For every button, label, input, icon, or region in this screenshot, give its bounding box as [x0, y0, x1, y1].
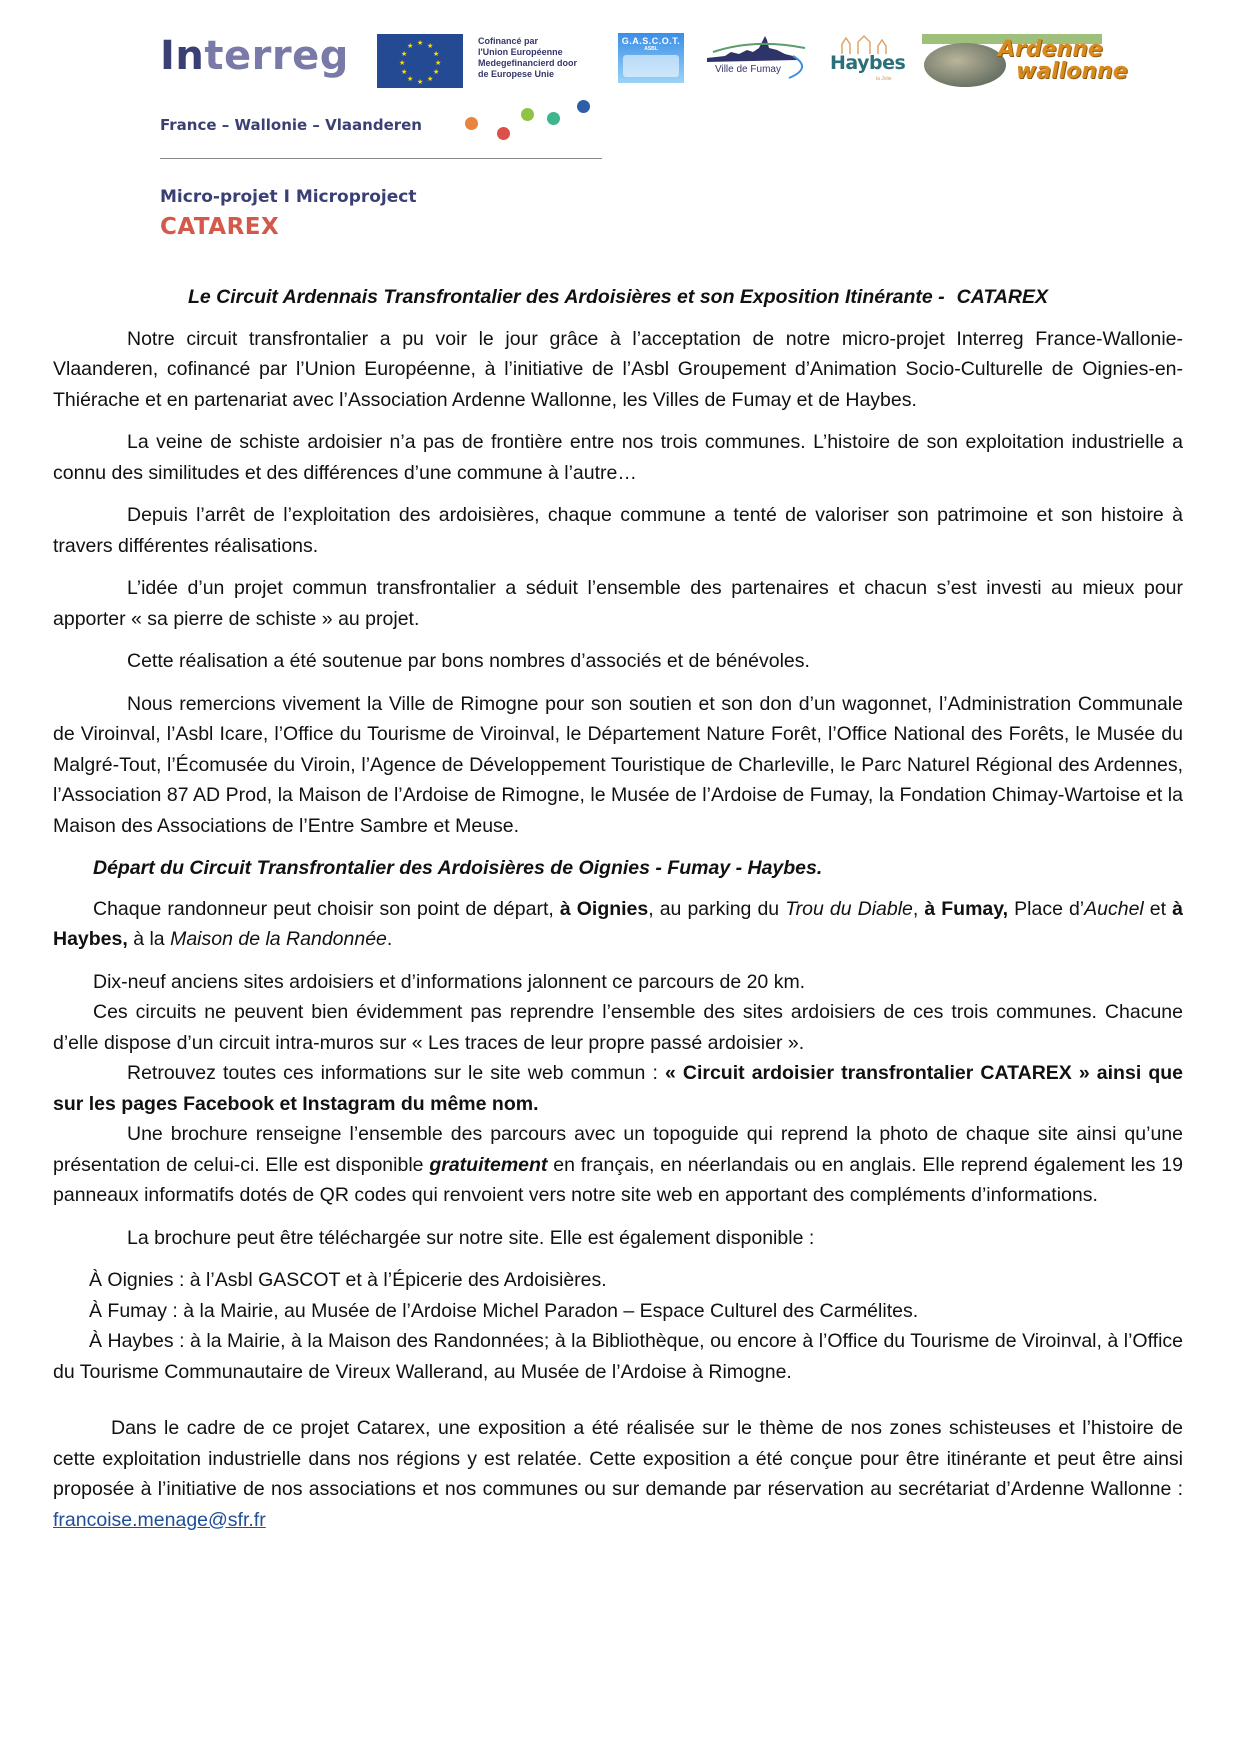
- document-body: [53, 282, 1183, 1547]
- section-title-depart: Départ du Circuit Transfrontalier des Ardoisières de Oignies - Fumay - Haybes.: [93, 857, 823, 879]
- paragraph-projet-commun: L’idée d’un projet commun transfrontalier a séduit l’ensemble des partenaires et chacun s’est investi au mieux pour apporter « sa pierre de schiste » au projet.: [53, 577, 1183, 630]
- eu-cofinance-text: [478, 36, 577, 80]
- bold-haybes: à Haybes,: [53, 897, 1183, 950]
- eu-flag-icon: ★ ★ ★ ★ ★ ★ ★ ★ ★ ★ ★ ★: [377, 34, 463, 88]
- document-title: [53, 282, 1183, 313]
- location-oignies: À Oignies : à l’Asbl GASCOT et à l’Épicerie des Ardoisières.: [89, 1269, 607, 1291]
- document-title-suffix: CATAREX: [956, 286, 1049, 308]
- gascot-logo-sub: ASBL: [644, 46, 658, 52]
- fumay-logo-label: Ville de Fumay: [715, 64, 781, 75]
- paragraph-patrimoine: Depuis l’arrêt de l’exploitation des ardoisières, chaque commune a tenté de valoriser son patrimoine et son histoire à travers différentes réalisations.: [53, 504, 1183, 557]
- italic-auchel: Auchel: [1084, 897, 1144, 920]
- text-run: en français, en néerlandais ou en anglais. Elle reprend également les 19 panneaux informatifs dotés de QR codes qui renvoient vers notre site web en apportant des compléments d’informations.: [53, 1153, 1184, 1206]
- landscape-photo-icon: [924, 43, 1006, 87]
- text-run: , au parking du: [648, 897, 786, 920]
- bold-oignies: à Oignies: [553, 897, 649, 920]
- microproject-label: Micro-projet I Microproject: [160, 187, 417, 207]
- paragraph-sites: Dix-neuf anciens sites ardoisiers et d’informations jalonnent ce parcours de 20 km.: [93, 970, 806, 993]
- text-run: Retrouvez toutes ces informations sur le site web commun :: [127, 1062, 665, 1084]
- italic-maison-randonnee: Maison de la Randonnée: [170, 928, 387, 950]
- text-run: Dans le cadre de ce projet Catarex, une exposition a été réalisée sur le thème de nos zones schisteuses et l’histoire de cette exploitation industrielle dans nos régions y est relatée. Cette exposition a été conçue pour être itinérante et peut être ainsi proposée à l’initiative de nos associations et nos communes ou sur demande par réservation au secrétariat d’Ardenne Wallonne :: [53, 1417, 1183, 1500]
- project-name-logo: CATAREX: [160, 214, 280, 240]
- ardenne-wallonne-logo: [920, 33, 1140, 91]
- gascot-logo-title: G.A.S.C.O.T.: [621, 36, 681, 46]
- interreg-logo-part2: terreg: [204, 33, 349, 79]
- text-run: Une brochure renseigne l’ensemble des parcours avec un topoguide qui reprend la photo de chaque site ainsi qu’une présentation de celui-ci. Elle est disponible: [53, 1123, 1183, 1176]
- paragraph-intro: Notre circuit transfrontalier a pu voir le jour grâce à l’acceptation de notre micro-projet Interreg France-Wallonie-Vlaanderen, cofinancé par l’Union Européenne, à l’initiative de l’Asbl Groupement d’Animation Socio-Culturelle de Oignies-en-Thiérache et en partenariat avec l’Association Ardenne Wallonne, les Villes de Fumay et de Haybes.: [53, 327, 1183, 411]
- text-run: ,: [912, 897, 925, 920]
- spacer: [53, 1387, 1183, 1413]
- italic-trou-du-diable: Trou du Diable: [785, 897, 913, 920]
- bold-site-web-name: « Circuit ardoisier transfrontalier CATAREX » ainsi que sur les pages Facebook et Instagram du même nom.: [53, 1062, 1183, 1115]
- bold-fumay: à Fumay,: [924, 897, 1009, 920]
- decorative-dot-red: [497, 127, 510, 140]
- text-run: à la: [127, 928, 171, 950]
- ardenne-logo-line2: wallonne: [1016, 59, 1128, 84]
- paragraph-depart: [53, 894, 1183, 955]
- email-link[interactable]: francoise.menage@sfr.fr: [53, 1508, 266, 1531]
- decorative-dot-green: [521, 108, 534, 121]
- eu-text-line: Medegefinancierd door: [478, 58, 578, 68]
- people-silhouette-icon: [623, 55, 679, 77]
- decorative-dot-teal: [547, 112, 560, 125]
- decorative-dot-blue: [577, 100, 590, 113]
- haybes-logo-sub: la Jolie: [876, 76, 892, 82]
- haybes-logo-word: Haybes: [830, 52, 906, 74]
- text-run: .: [386, 928, 393, 950]
- location-haybes: À Haybes : à la Mairie, à la Maison des Randonnées; à la Bibliothèque, ou encore à l’Office du Tourisme de Viroinval, à l’Office du Tourisme Communautaire de Vireux Wallerand, au Musée de l’Ardoise à Rimogne.: [53, 1330, 1183, 1383]
- decorative-dot-orange: [465, 117, 478, 130]
- text-run: Chaque randonneur peut choisir son point de départ,: [93, 897, 554, 920]
- text-run: et: [1143, 897, 1173, 920]
- ardenne-logo-line1: Ardenne: [998, 37, 1103, 62]
- interreg-logo-part1: In: [160, 33, 205, 79]
- ville-de-fumay-logo: [705, 34, 815, 82]
- eu-text-line: l'Union Européenne: [478, 47, 563, 57]
- region-label: France – Wallonie – Vlaanderen: [160, 116, 422, 134]
- paragraph-schiste: La veine de schiste ardoisier n’a pas de frontière entre nos trois communes. L’histoire de son exploitation industrielle a connu des similitudes et des différences d’une commune à l’autre…: [53, 431, 1183, 484]
- paragraph-remerciements: Nous remercions vivement la Ville de Rimogne pour son soutien et son don d’un wagonnet, l’Administration Communale de Viroinval, l’Asbl Icare, l’Office du Tourisme de Viroinval, le Département Nature Forêt, l’Office National des Forêts, le Musée du Malgré-Tout, l’Écomusée du Viroin, l’Agence de Développement Touristique de Charleville, le Parc Naturel Régional des Ardennes, l’Association 87 AD Prod, la Maison de l’Ardoise de Rimogne, le Musée de l’Ardoise de Fumay, la Fondation Chimay-Wartoise et la Maison des Associations de l’Entre Sambre et Meuse.: [53, 692, 1183, 837]
- text-run: Place d’: [1008, 897, 1085, 920]
- interreg-logo: [160, 33, 349, 79]
- header-divider: [160, 158, 602, 159]
- paragraph-brochure: [53, 1119, 1183, 1211]
- paragraph-exposition: [53, 1413, 1183, 1535]
- bold-italic-gratuitement: gratuitement: [429, 1153, 548, 1176]
- document-title-text: Le Circuit Ardennais Transfrontalier des Ardoisières et son Exposition Itinérante -: [187, 286, 945, 308]
- location-fumay: À Fumay : à la Mairie, au Musée de l’Ardoise Michel Paradon – Espace Culturel des Carmélites.: [89, 1299, 919, 1322]
- paragraph-circuits: Ces circuits ne peuvent bien évidemment pas reprendre l’ensemble des sites ardoisiers de ces trois communes. Chacune d’elle dispose d’un circuit intra-muros sur « Les traces de leur propre passé ardoisier ».: [53, 1001, 1183, 1054]
- paragraph-benevoles: Cette réalisation a été soutenue par bons nombres d’associés et de bénévoles.: [127, 650, 810, 672]
- eu-text-line: de Europese Unie: [478, 69, 555, 79]
- eu-text-line: Cofinancé par: [478, 36, 539, 46]
- paragraph-telechargement: La brochure peut être téléchargée sur notre site. Elle est également disponible :: [127, 1226, 815, 1249]
- gascot-logo: [618, 33, 684, 83]
- paragraph-site-web: [53, 1058, 1183, 1119]
- haybes-logo: [828, 34, 908, 84]
